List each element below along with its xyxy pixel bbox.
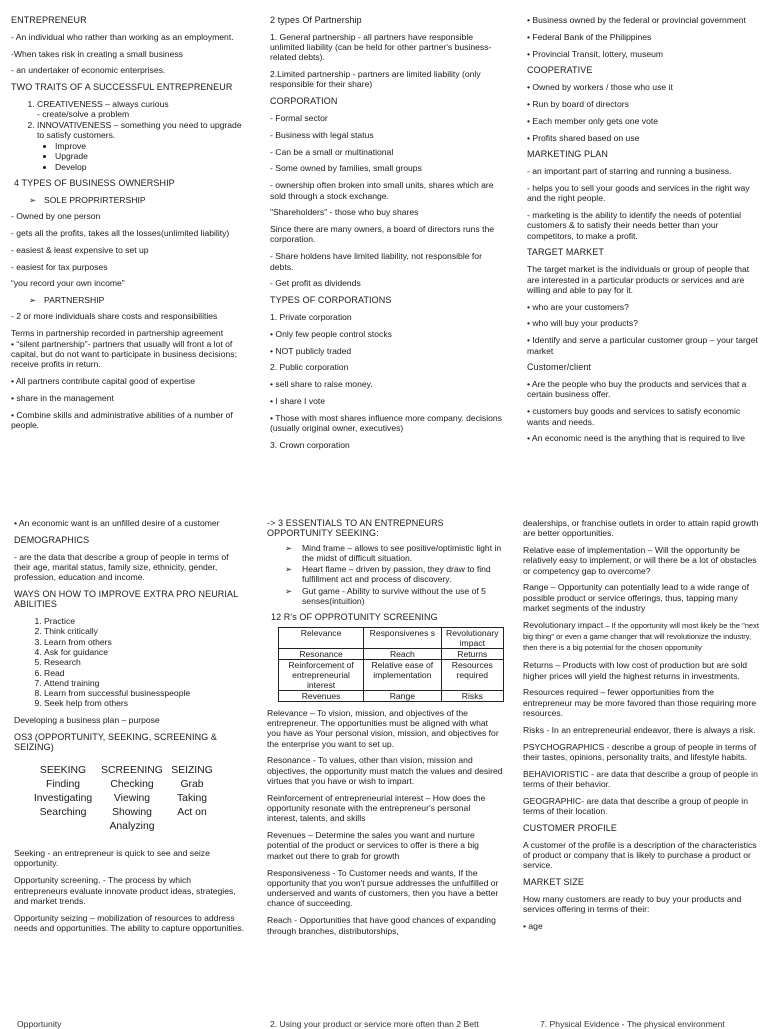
definition-item: Revenues – Determine the sales you want and nurture potential of the product or services to offer is there a big market out there to grab for growth [267,830,479,861]
definition-item: - An individual who rather than working as an employment. [11,31,234,42]
column-2-bottom [267,518,503,942]
list-item: • share in the management [11,392,114,403]
list-item: 9. Seek help from others [44,698,246,708]
arrow-bullet-icon: ➢ [285,585,293,596]
heading-target-market: TARGET MARKET [527,247,604,258]
definition-item: - an undertaker of economic enterprises. [11,65,166,76]
cutoff-text-col3: 7. Physical Evidence - The physical environment [540,1019,725,1029]
list-item: The target market is the individuals or group of people that are interested in a particular products or services and are willing and able to pay for it. [527,264,750,295]
list-item: - Can be a small or multinational [270,146,394,157]
list-item: • Only few people control stocks [270,328,392,339]
definition-item: Risks - In an entrepreneurial endeavor, there is always a risk. [523,724,756,735]
definition-item: -When takes risk in creating a small business [11,48,183,59]
os3-cell: SEIZING [171,765,213,777]
definition-item [523,620,759,654]
table-cell: Responsivenes s [364,627,441,648]
definition-item: GEOGRAPHIC- are data that describe a group of people in terms of their location. [523,795,748,817]
list-item: • Each member only gets one vote [527,115,659,126]
table-cell: Relative ease of implementation [364,659,441,690]
heading-customer-profile: CUSTOMER PROFILE [523,822,617,833]
list-item: - helps you to sell your goods and services in the right way and the right people. [527,182,750,204]
definition-item: Resources required – fewer opportunities from the entrepreneur may be more favored than those requiring more resources. [523,687,757,718]
heading-corporation-types: TYPES OF CORPORATIONS [270,295,392,306]
twelve-rs-table [278,627,504,702]
list-item: • An economic need is the anything that is required to live [527,433,745,444]
table-cell: Relevance [279,627,364,648]
os3-cell: Investigating [33,793,93,805]
list-item: ➢ Heart flame – driven by passion, they draw to find fulfillment act and process of discovery. [285,564,491,585]
list-item: - easiest & least expensive to set up [11,244,149,255]
definition-item: Reinforcement of entrepreneurial interest – How does the opportunity resonate with the entrepreneur's personal interest, talents, and skills [267,792,486,824]
list-item: Opportunity seizing – mobilization of resources to address needs and opportunities. The ability to capture opportunities. [14,912,245,933]
definition-item: A customer of the profile is a description of the characteristics of product or company that is likely to purchase a product or service. [523,839,757,871]
table-cell: Reach [364,648,441,659]
list-item: • Owned by workers / those who use it [527,82,673,93]
table-cell: Resources required [441,659,503,690]
list-item: 2.Limited partnership - partners are limited liability (only responsible for their share) [270,69,481,90]
table-row [279,648,504,659]
definition-item: Range – Opportunity can potentially lead to a wide range of possible product or service offerings, thus, tapping many market segments of the industry [523,582,749,614]
table-cell: Returns [441,648,503,659]
list-item: Opportunity screening. - The process by which entrepreneurs evaluate innovate product ideas, strategies, and market trends. [14,875,236,906]
list-item: • Business owned by the federal or provincial government [527,15,746,25]
list-item: 3. Learn from others [44,637,246,647]
innovation-bullets [11,141,245,172]
definition-item: dealerships, or franchise outlets in order to attain rapid growth are better opportunities. [523,518,759,539]
table-cell: Revolutionary impact [441,627,503,648]
list-item: • Federal Bank of the Philippines [527,31,652,42]
definition-item: Relevance – To vision, mission, and objectives of the entrepreneur. The opportunities must be aligned with what you have as Your personal vision, mission, and objectives for the enterprise you want to set up. [267,707,499,749]
definition-item: Responsiveness - To Customer needs and wants, If the opportunity that you won't pursue addresses the unfulfilled or underserved and wants of customers, then you have a better chance of succeeding. [267,867,499,909]
list-item: 2. Think critically [44,626,246,636]
list-item: - Formal sector [270,113,328,124]
list-item: • “silent partnership”- partners that usually will front a lot of capital, but do not want to participate in business decisions; receive profits in return. [11,338,237,370]
column-2-top [270,15,502,457]
terms-line: Terms in partnership recorded in partnership agreement [11,328,224,339]
arrow-bullet-icon: ➢ [29,295,37,306]
list-item: 3. Crown corporation [270,439,350,450]
list-item: - Owned by one person [11,211,101,222]
list-item: • Develop [55,162,245,172]
os3-cell: Analyzing [109,821,155,833]
list-item: • All partners contribute capital good of expertise [11,375,196,386]
list-item: “you record your own income” [11,278,125,289]
trait-sub: - create/solve a problem [37,109,130,120]
os3-cell [166,820,218,834]
revolutionary-text: – If the opportunity will most likely be the "next big thing" or even a game changer that will revolutionize the industry, then there is a big potential for the chosen opportunity [523,620,759,653]
definition-item: PSYCHOGRAPHICS - describe a group of people in terms of their tastes, opinions, personality traits, and lifestyle habits. [523,741,757,762]
partnership-heading-list [11,295,245,305]
list-item: • NOT publicly traded [270,345,352,356]
os3-grid [28,764,246,834]
list-item: • Improve [55,141,245,151]
os3-cell: Finding [45,779,81,791]
sole-heading-list [11,195,245,205]
list-item: • Provincial Transit, lottery, museum [527,48,664,59]
table-row [279,627,504,648]
heading-os3: OS3 (OPPORTUNITY, SEEKING, SCREENING & SEIZING) [14,731,218,752]
arrow-bullet-icon: ➢ [285,564,293,575]
os3-cell: Act on [177,807,207,819]
list-item: - Some owned by families, small groups [270,163,422,174]
list-item: • Upgrade [55,151,245,161]
list-item: • Profits shared based on use [527,132,640,143]
list-item: 1. Private corporation [270,311,352,322]
os3-cell: Checking [110,779,154,791]
column-3-top [527,15,759,450]
list-item: - easiest for tax purposes [11,261,108,272]
os3-cell: SEEKING [39,765,87,777]
list-item: - ownership often broken into small units, shares which are sold through a stock exchange. [270,180,494,201]
traits-list [11,99,245,140]
list-item: 2. Public corporation [270,362,349,373]
definition-item: Relative ease of implementation – Will the opportunity be relatively easy to implement, or will there be a lot of obstacles or competency gap to overcome? [523,545,757,576]
heading-improve-abilities: WAYS ON HOW TO IMPROVE EXTRA PRO NEURIAL ABILITIES [14,588,238,610]
arrow-bullet-icon: ➢ [285,542,293,553]
essentials-list [267,543,503,607]
list-item: • An economic want is an unfilled desire of a customer [14,518,220,528]
column-1-top [11,15,245,437]
table-cell: Range [364,690,441,701]
list-item: - 2 or more individuals share costs and responsibilities [11,311,218,322]
list-item: • who will buy your products? [527,318,638,329]
definition-item: BEHAVIORISTIC - are data that describe a group of people in terms of their behavior. [523,768,758,789]
list-item: - Share holdens have limited liability, not responsible for debts. [270,251,482,272]
list-item: • Those with most shares influence more company. decisions (usually original owner, executives) [270,412,502,434]
heading-cooperative: COOPERATIVE [527,65,593,76]
list-item: • Combine skills and administrative abilities of a number of people. [11,409,233,430]
partnership-heading: ➢ PARTNERSHIP [29,295,105,306]
list-item: - Business with legal status [270,129,374,140]
table-cell: Resonance [279,648,364,659]
heading-12rs: 12 R's OF OPPROTUNITY SCREENING [271,612,438,623]
list-item: - marketing is the ability to identify the needs of potential customers & to satisfy their needs better than your competitors, to make a profit. [527,210,742,241]
business-plan-line: Developing a business plan – purpose [14,714,160,725]
list-item: Since there are many owners, a board of directors runs the corporation. [270,224,495,245]
heading-partnership-types: 2 types Of Partnership [270,15,362,25]
list-item: "Shareholders" - those who buy shares [270,207,419,218]
list-item: • who are your customers? [527,301,629,312]
heading-ownership-types: 4 TYPES OF BUSINESS OWNERSHIP [14,178,175,189]
list-item: • Are the people who buy the products and services that a certain business offer. [527,379,747,400]
demographics-text: - are the data that describe a group of people in terms of their age, marital status, family size, ethnicity, gender, profession, education and income. [14,551,229,583]
column-1-bottom [14,518,246,940]
os3-cell [28,820,98,834]
list-item: 8. Learn from successful businesspeople [44,688,246,698]
ways-list [14,616,246,709]
table-cell: Risks [441,690,503,701]
list-item: • age [523,920,543,931]
heading-demographics: DEMOGRAPHICS [14,534,90,545]
list-item: • Run by board of directors [527,98,629,109]
definition-item: Resonance - To values, other than vision, mission and objectives, the opportunity must match the values and desired virtues that you have or wish to impart. [267,755,503,786]
list-item: ➢ Mind frame – allows to see positive/optimistic light in the midst of difficult situation. [285,542,502,563]
os3-cell: Grab [180,779,204,791]
heading-entrepreneur: ENTREPRENEUR [11,15,87,25]
list-item: - Get profit as dividends [270,278,361,289]
definition-item: How many customers are ready to buy your products and services offering in terms of their: [523,893,742,915]
revolutionary-title: Revolutionary impact [523,619,604,630]
cutoff-text-col1: Opportunity [17,1019,62,1029]
list-item: - gets all the profits, takes all the losses(unlimited liability) [11,227,230,238]
table-cell: Reinforcement of entrepreneurial interest [279,659,364,690]
definition-item: Returns – Products with low cost of production but are sold higher prices will yield the highest returns in investments. [523,660,748,681]
list-item: 1. Practice [44,616,246,626]
heading-two-traits: TWO TRAITS OF A SUCCESSFUL ENTREPRENEUR [11,82,233,93]
list-item: 6. Read [44,668,246,678]
heading-market-size: MARKET SIZE [523,877,584,888]
list-item: 4. Ask for guidance [44,647,246,657]
table-cell: Revenues [279,690,364,701]
heading-marketing-plan: MARKETING PLAN [527,149,608,160]
trait-innovativeness: 2. INNOVATIVENESS – something you need to upgrade to satisfy customers. [37,120,245,141]
column-3-bottom [523,518,759,938]
os3-cell: SCREENING [101,765,163,777]
sole-proprietorship-heading: ➢ SOLE PROPRIRTERSHIP [29,194,146,205]
os3-cell: Showing [112,807,152,819]
heading-essentials: -> 3 ESSENTIALS TO AN ENTREPNEURS OPPORTUNITY SEEKING: [267,518,444,539]
list-item: • sell share to raise money. [270,379,373,390]
heading-customer-client: Customer/client [527,362,592,373]
list-item: • I share I vote [270,395,326,406]
heading-corporation: CORPORATION [270,96,338,107]
os3-cell: Searching [39,807,87,819]
list-item: • customers buy goods and services to satisfy economic wants and needs. [527,406,741,427]
list-item: 1. General partnership - all partners have responsible unlimited liability (can be held for other partner's business-related debts). [270,31,492,63]
list-item: Seeking - an entrepreneur is quick to see and seize opportunity. [14,848,210,869]
table-row [279,659,504,690]
trait-creativeness: 1. CREATIVENESS – always curious - create/solve a problem [37,99,245,120]
table-row [279,690,504,701]
cutoff-text-col2: 2. Using your product or service more often than 2 Bett [270,1019,479,1029]
list-item: 7. Attend training [44,678,246,688]
os3-cell: Viewing [113,793,151,805]
os3-cell: Taking [176,793,208,805]
arrow-bullet-icon: ➢ [29,194,37,205]
list-item: • Identify and serve a particular customer group – your target market [527,335,758,356]
definition-item: Reach - Opportunities that have good chances of expanding through branches, distributorships, [267,915,496,936]
list-item: 5. Research [44,657,246,667]
list-item: - an important part of starring and running a business. [527,166,732,177]
list-item: ➢ Gut game - Ability to survive without the use of 5 senses(intuition) [285,585,486,607]
